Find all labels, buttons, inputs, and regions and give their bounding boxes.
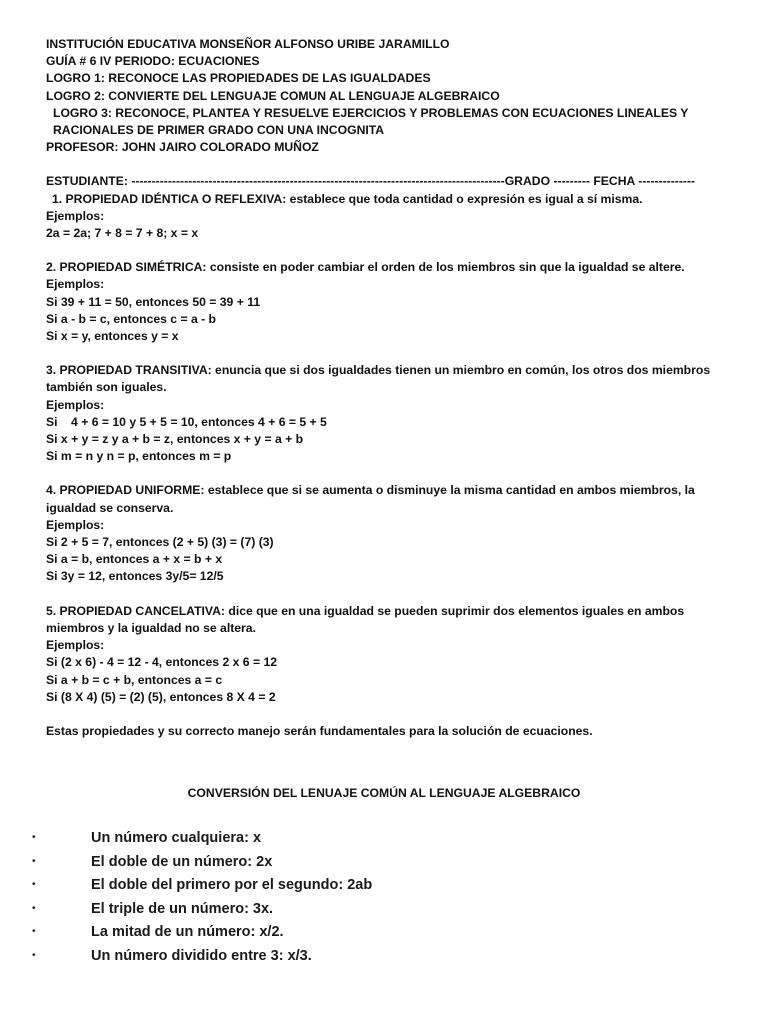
property-2-example-1: Si 39 + 11 = 50, entonces 50 = 39 + 11	[46, 294, 261, 309]
property-4-examples-label: Ejemplos:	[46, 517, 105, 532]
bullet-icon: •	[32, 949, 36, 961]
property-2-examples-label: Ejemplos:	[46, 277, 105, 292]
list-item-text: Un número cualquiera: x	[91, 830, 262, 846]
list-item-text: El doble del primero por el segundo: 2ab	[91, 877, 373, 893]
list-item	[0, 899, 768, 923]
property-2-example-2: Si a - b = c, entonces c = a - b	[46, 311, 217, 326]
property-4-example-1: Si 2 + 5 = 7, entonces (2 + 5) (3) = (7) (3)	[46, 535, 274, 550]
property-1-examples-label: Ejemplos:	[46, 208, 105, 223]
property-2-example-3: Si x = y, entonces y = x	[46, 329, 179, 344]
list-item	[0, 852, 768, 876]
property-5-example-2: Si a + b = c + b, entonces a = c	[46, 672, 223, 687]
list-item	[0, 922, 768, 946]
bullet-icon: •	[32, 879, 36, 890]
guide-title: GUÍA # 6 IV PERIODO: ECUACIONES	[46, 54, 260, 69]
property-2-title: 2. PROPIEDAD SIMÉTRICA: consiste en poder cambiar el orden de los miembros sin que la igualdad se altere.	[46, 260, 685, 275]
bullet-icon: •	[32, 926, 36, 937]
property-4-example-2: Si a = b, entonces a + x = b + x	[46, 552, 223, 567]
property-1-title: 1. PROPIEDAD IDÉNTICA O REFLEXIVA: establece que toda cantidad o expresión es igual a sí misma.	[52, 191, 643, 206]
document-body	[46, 36, 726, 740]
goal-3: LOGRO 3: RECONOCE, PLANTEA Y RESUELVE EJERCICIOS Y PROBLEMAS CON ECUACIONES LINEALES Y RACIONALES DE PRIMER GRADO CON UNA INCOGNITA	[53, 105, 689, 138]
property-3-example-2: Si x + y = z y a + b = z, entonces x + y = a + b	[46, 432, 304, 447]
list-item	[0, 946, 768, 970]
teacher-name: PROFESOR: JOHN JAIRO COLORADO MUÑOZ	[46, 140, 319, 155]
list-item-text: Un número dividido entre 3: x/3.	[91, 947, 312, 964]
list-item-text: El triple de un número: 3x.	[91, 900, 274, 917]
list-item	[0, 875, 768, 899]
property-3-example-1: Si 4 + 6 = 10 y 5 + 5 = 10, entonces 4 + 6 = 5 + 5	[46, 414, 327, 429]
list-item-text: La mitad de un número: x/2.	[91, 924, 284, 940]
property-3-example-3: Si m = n y n = p, entonces m = p	[46, 449, 232, 464]
list-item-text: El doble de un número: 2x	[91, 853, 273, 870]
student-fill-line: ESTUDIANTE: --------------------------------------------------------------------------------------------GRADO --------- FECHA --------------	[46, 174, 696, 189]
property-5-examples-label: Ejemplos:	[46, 638, 105, 653]
property-4-title: 4. PROPIEDAD UNIFORME: establece que si se aumenta o disminuye la misma cantidad en ambos miembros, la igualdad se conserva.	[46, 483, 695, 515]
property-3-title: 3. PROPIEDAD TRANSITIVA: enuncia que si dos igualdades tienen un miembro en común, los otros dos miembros también son iguales.	[46, 363, 711, 395]
property-1-example-1: 2a = 2a; 7 + 8 = 7 + 8; x = x	[46, 226, 199, 241]
institution-name: INSTITUCIÓN EDUCATIVA MONSEÑOR ALFONSO URIBE JARAMILLO	[46, 37, 450, 51]
bullet-icon: •	[32, 832, 36, 843]
bullet-icon: •	[32, 902, 36, 914]
property-5-example-1: Si (2 x 6) - 4 = 12 - 4, entonces 2 x 6 = 12	[46, 655, 278, 670]
list-item	[0, 828, 768, 852]
bullet-icon: •	[32, 855, 36, 867]
property-5-title: 5. PROPIEDAD CANCELATIVA: dice que en una igualdad se pueden suprimir dos elementos iguales en ambos miembros y la igualdad no se altera.	[46, 603, 685, 635]
closing-statement: Estas propiedades y su correcto manejo serán fundamentales para la solución de ecuaciones.	[46, 723, 593, 738]
goal-1: LOGRO 1: RECONOCE LAS PROPIEDADES DE LAS IGUALDADES	[46, 71, 431, 86]
conversion-list	[0, 828, 768, 969]
property-4-example-3: Si 3y = 12, entonces 3y/5= 12/5	[46, 569, 224, 584]
property-5-example-3: Si (8 X 4) (5) = (2) (5), entonces 8 X 4 = 2	[46, 689, 276, 704]
goal-2: LOGRO 2: CONVIERTE DEL LENGUAJE COMUN AL LENGUAJE ALGEBRAICO	[46, 88, 500, 103]
property-3-examples-label: Ejemplos:	[46, 397, 105, 412]
conversion-section-title: CONVERSIÓN DEL LENUAJE COMÚN AL LENGUAJE ALGEBRAICO	[187, 786, 581, 800]
